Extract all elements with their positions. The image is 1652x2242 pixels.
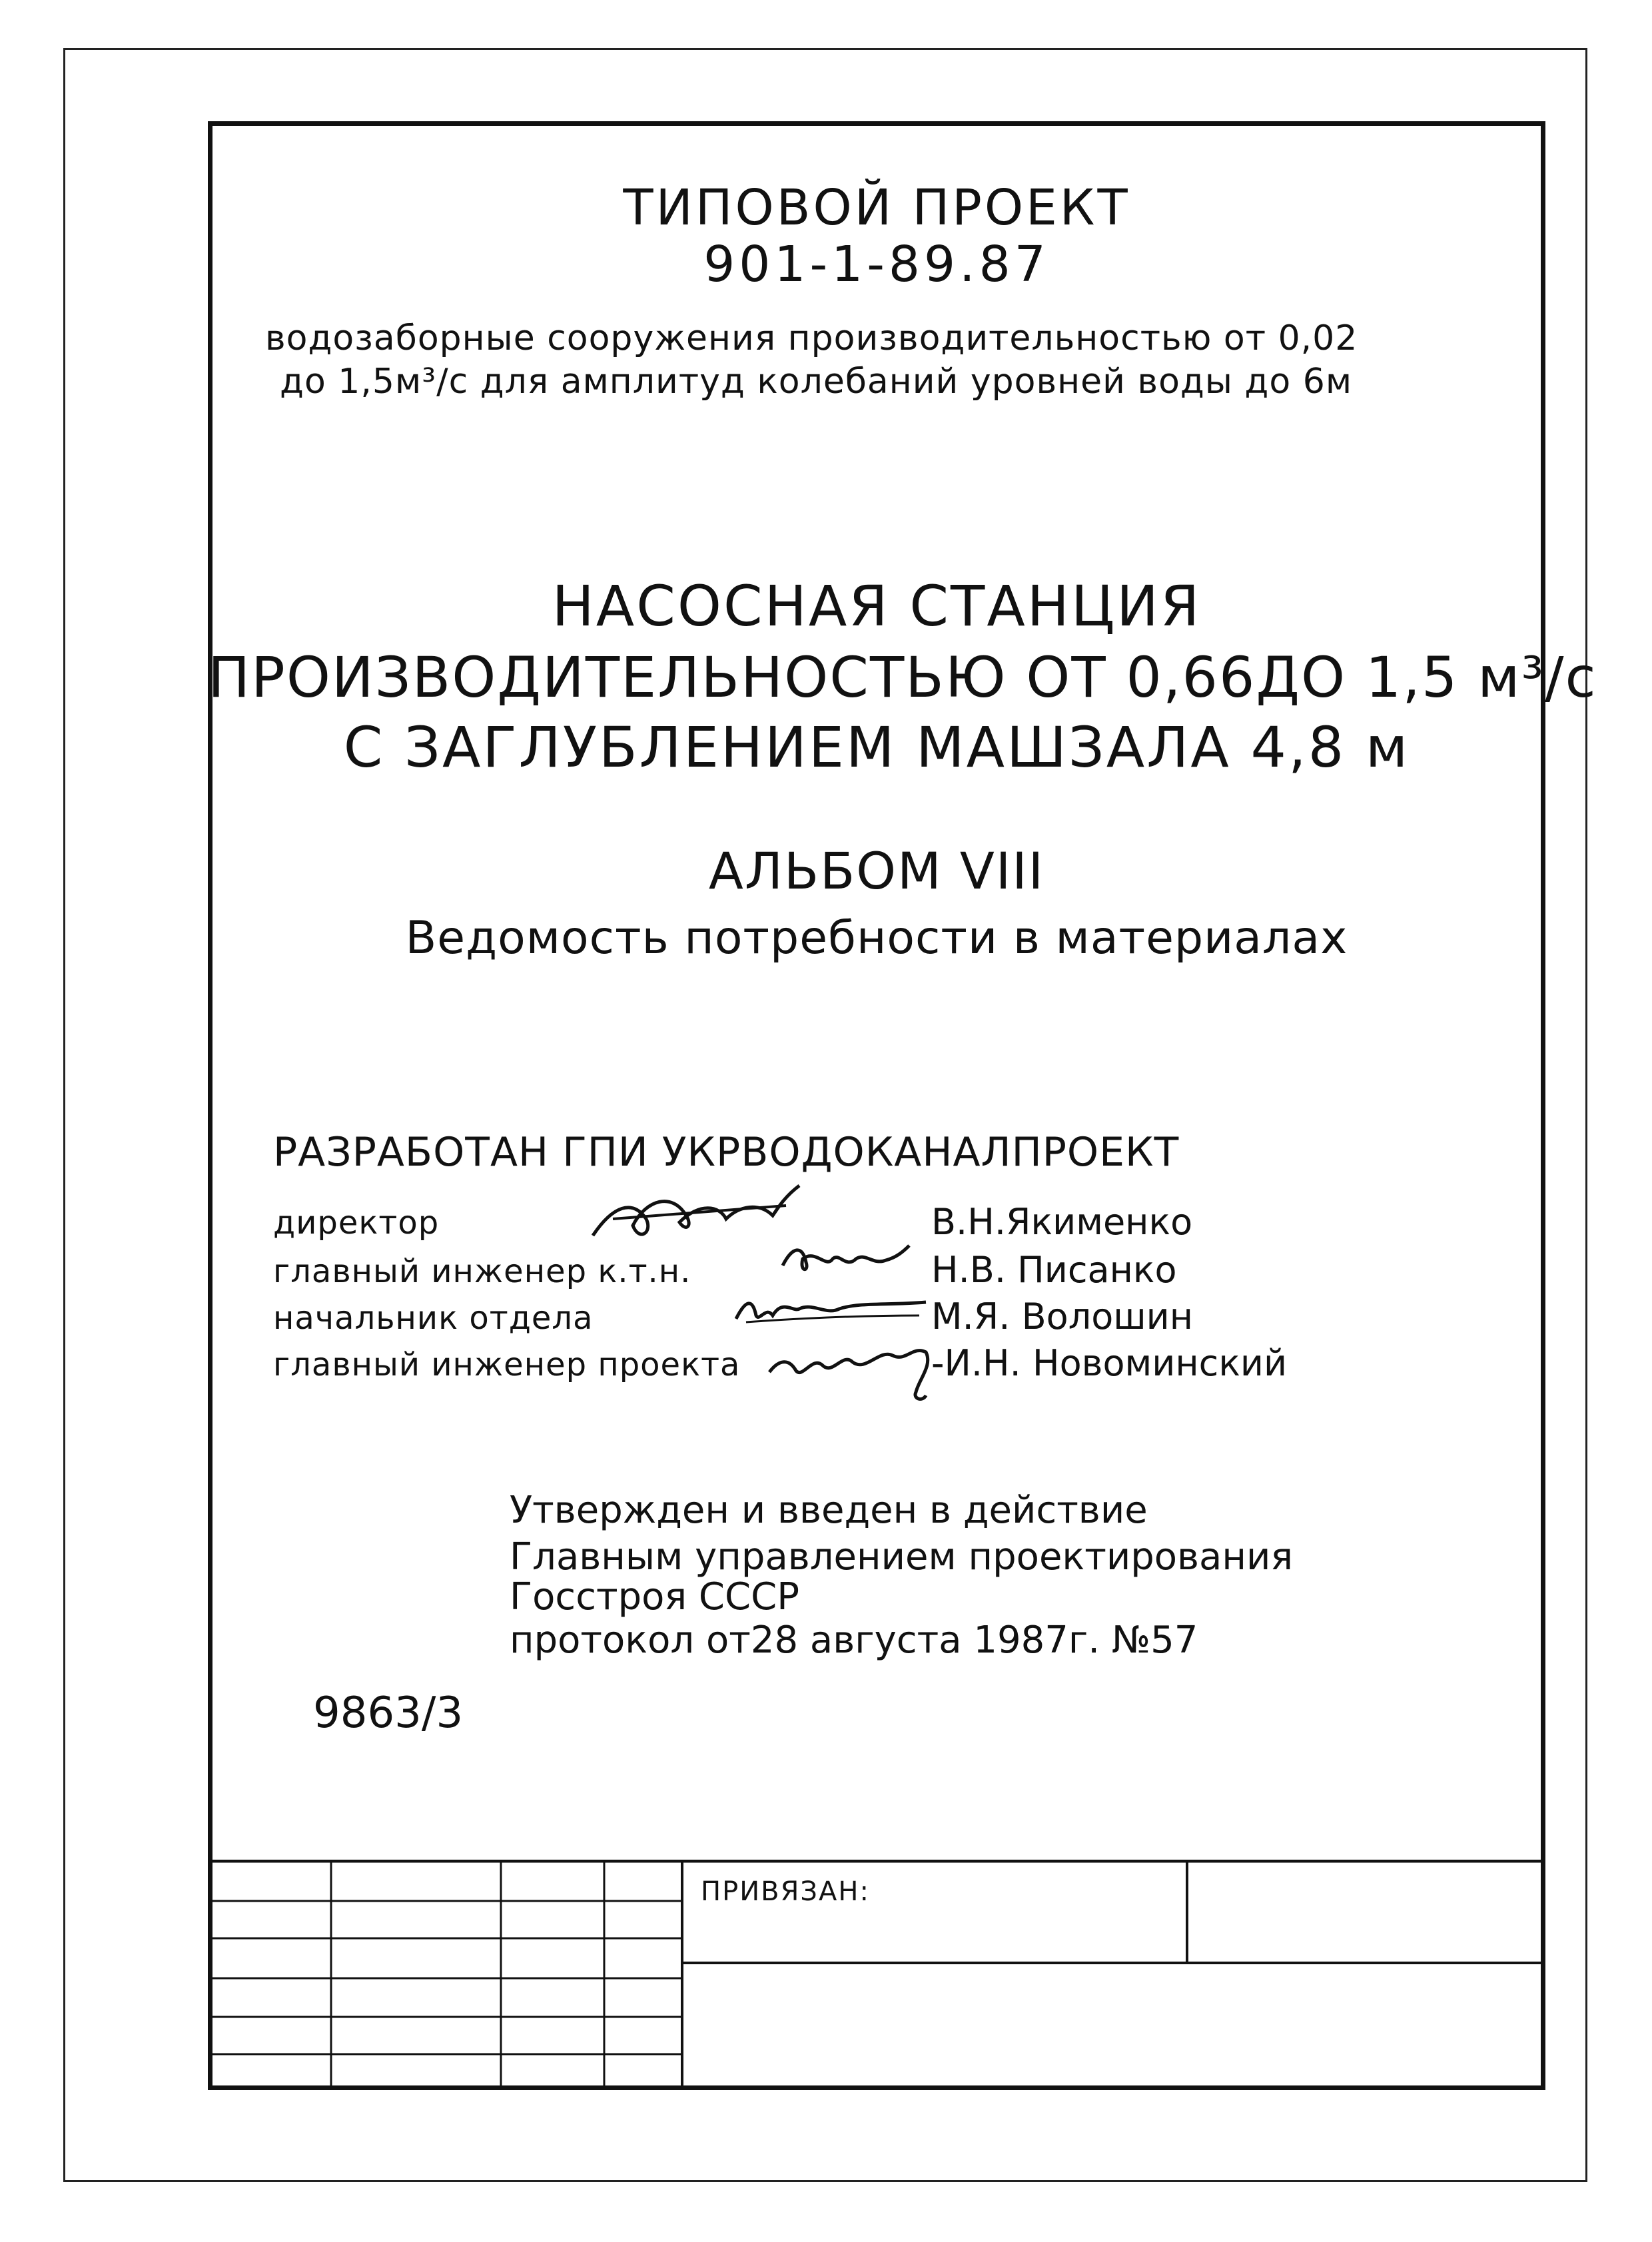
station-title-line3: С ЗАГЛУБЛЕНИЕМ МАШЗАЛА 4,8 м xyxy=(343,715,1410,780)
signatory-name-department-head: М.Я. Волошин xyxy=(931,1296,1194,1337)
project-engineer-signature xyxy=(766,1325,939,1405)
director-signature xyxy=(586,1179,806,1252)
signatory-name-director: В.Н.Якименко xyxy=(931,1201,1193,1243)
approval-line2: Главным управлением проектирования xyxy=(510,1535,1294,1579)
signatory-role-director: директор xyxy=(273,1204,440,1242)
developer-heading: РАЗРАБОТАН ГПИ УКРВОДОКАНАЛПРОЕКТ xyxy=(273,1129,1180,1176)
approval-line1: Утвержден и введен в действие xyxy=(510,1489,1148,1532)
approval-line3: Госстроя СССР xyxy=(510,1575,799,1619)
chief-engineer-signature xyxy=(779,1239,913,1279)
album-label: АЛЬБОМ VIII xyxy=(708,841,1045,901)
bound-to-label: ПРИВЯЗАН: xyxy=(701,1876,870,1907)
project-number: 901-1-89.87 xyxy=(703,236,1050,293)
project-description-line1: водозаборные сооружения производительностью от 0,02 xyxy=(265,318,1358,358)
album-title: Ведомость потребности в материалах xyxy=(405,912,1348,964)
signatory-name-project-engineer: -И.Н. Новоминский xyxy=(931,1342,1288,1384)
project-series-title: ТИПОВОЙ ПРОЕКТ xyxy=(623,179,1130,236)
department-head-signature xyxy=(733,1286,933,1329)
inner-frame xyxy=(208,121,1597,2090)
signatory-role-project-engineer: главный инженер проекта xyxy=(273,1346,741,1383)
inventory-code: 9863/3 xyxy=(313,1688,464,1738)
signatory-role-chief-engineer: главный инженер к.т.н. xyxy=(273,1253,691,1290)
signatory-name-chief-engineer: Н.В. Писанко xyxy=(931,1249,1177,1291)
signatory-role-department-head: начальник отдела xyxy=(273,1300,594,1337)
approval-line4: протокол от28 августа 1987г. №57 xyxy=(510,1619,1198,1662)
station-title-line1: НАСОСНАЯ СТАНЦИЯ xyxy=(552,573,1202,639)
title-block-stamp xyxy=(208,1860,1545,2090)
project-description-line2: до 1,5м³/с для амплитуд колебаний уровней воды до 6м xyxy=(280,362,1353,402)
station-title-line2: ПРОИЗВОДИТЕЛЬНОСТЬЮ ОТ 0,66ДО 1,5 м³/с xyxy=(208,645,1597,710)
